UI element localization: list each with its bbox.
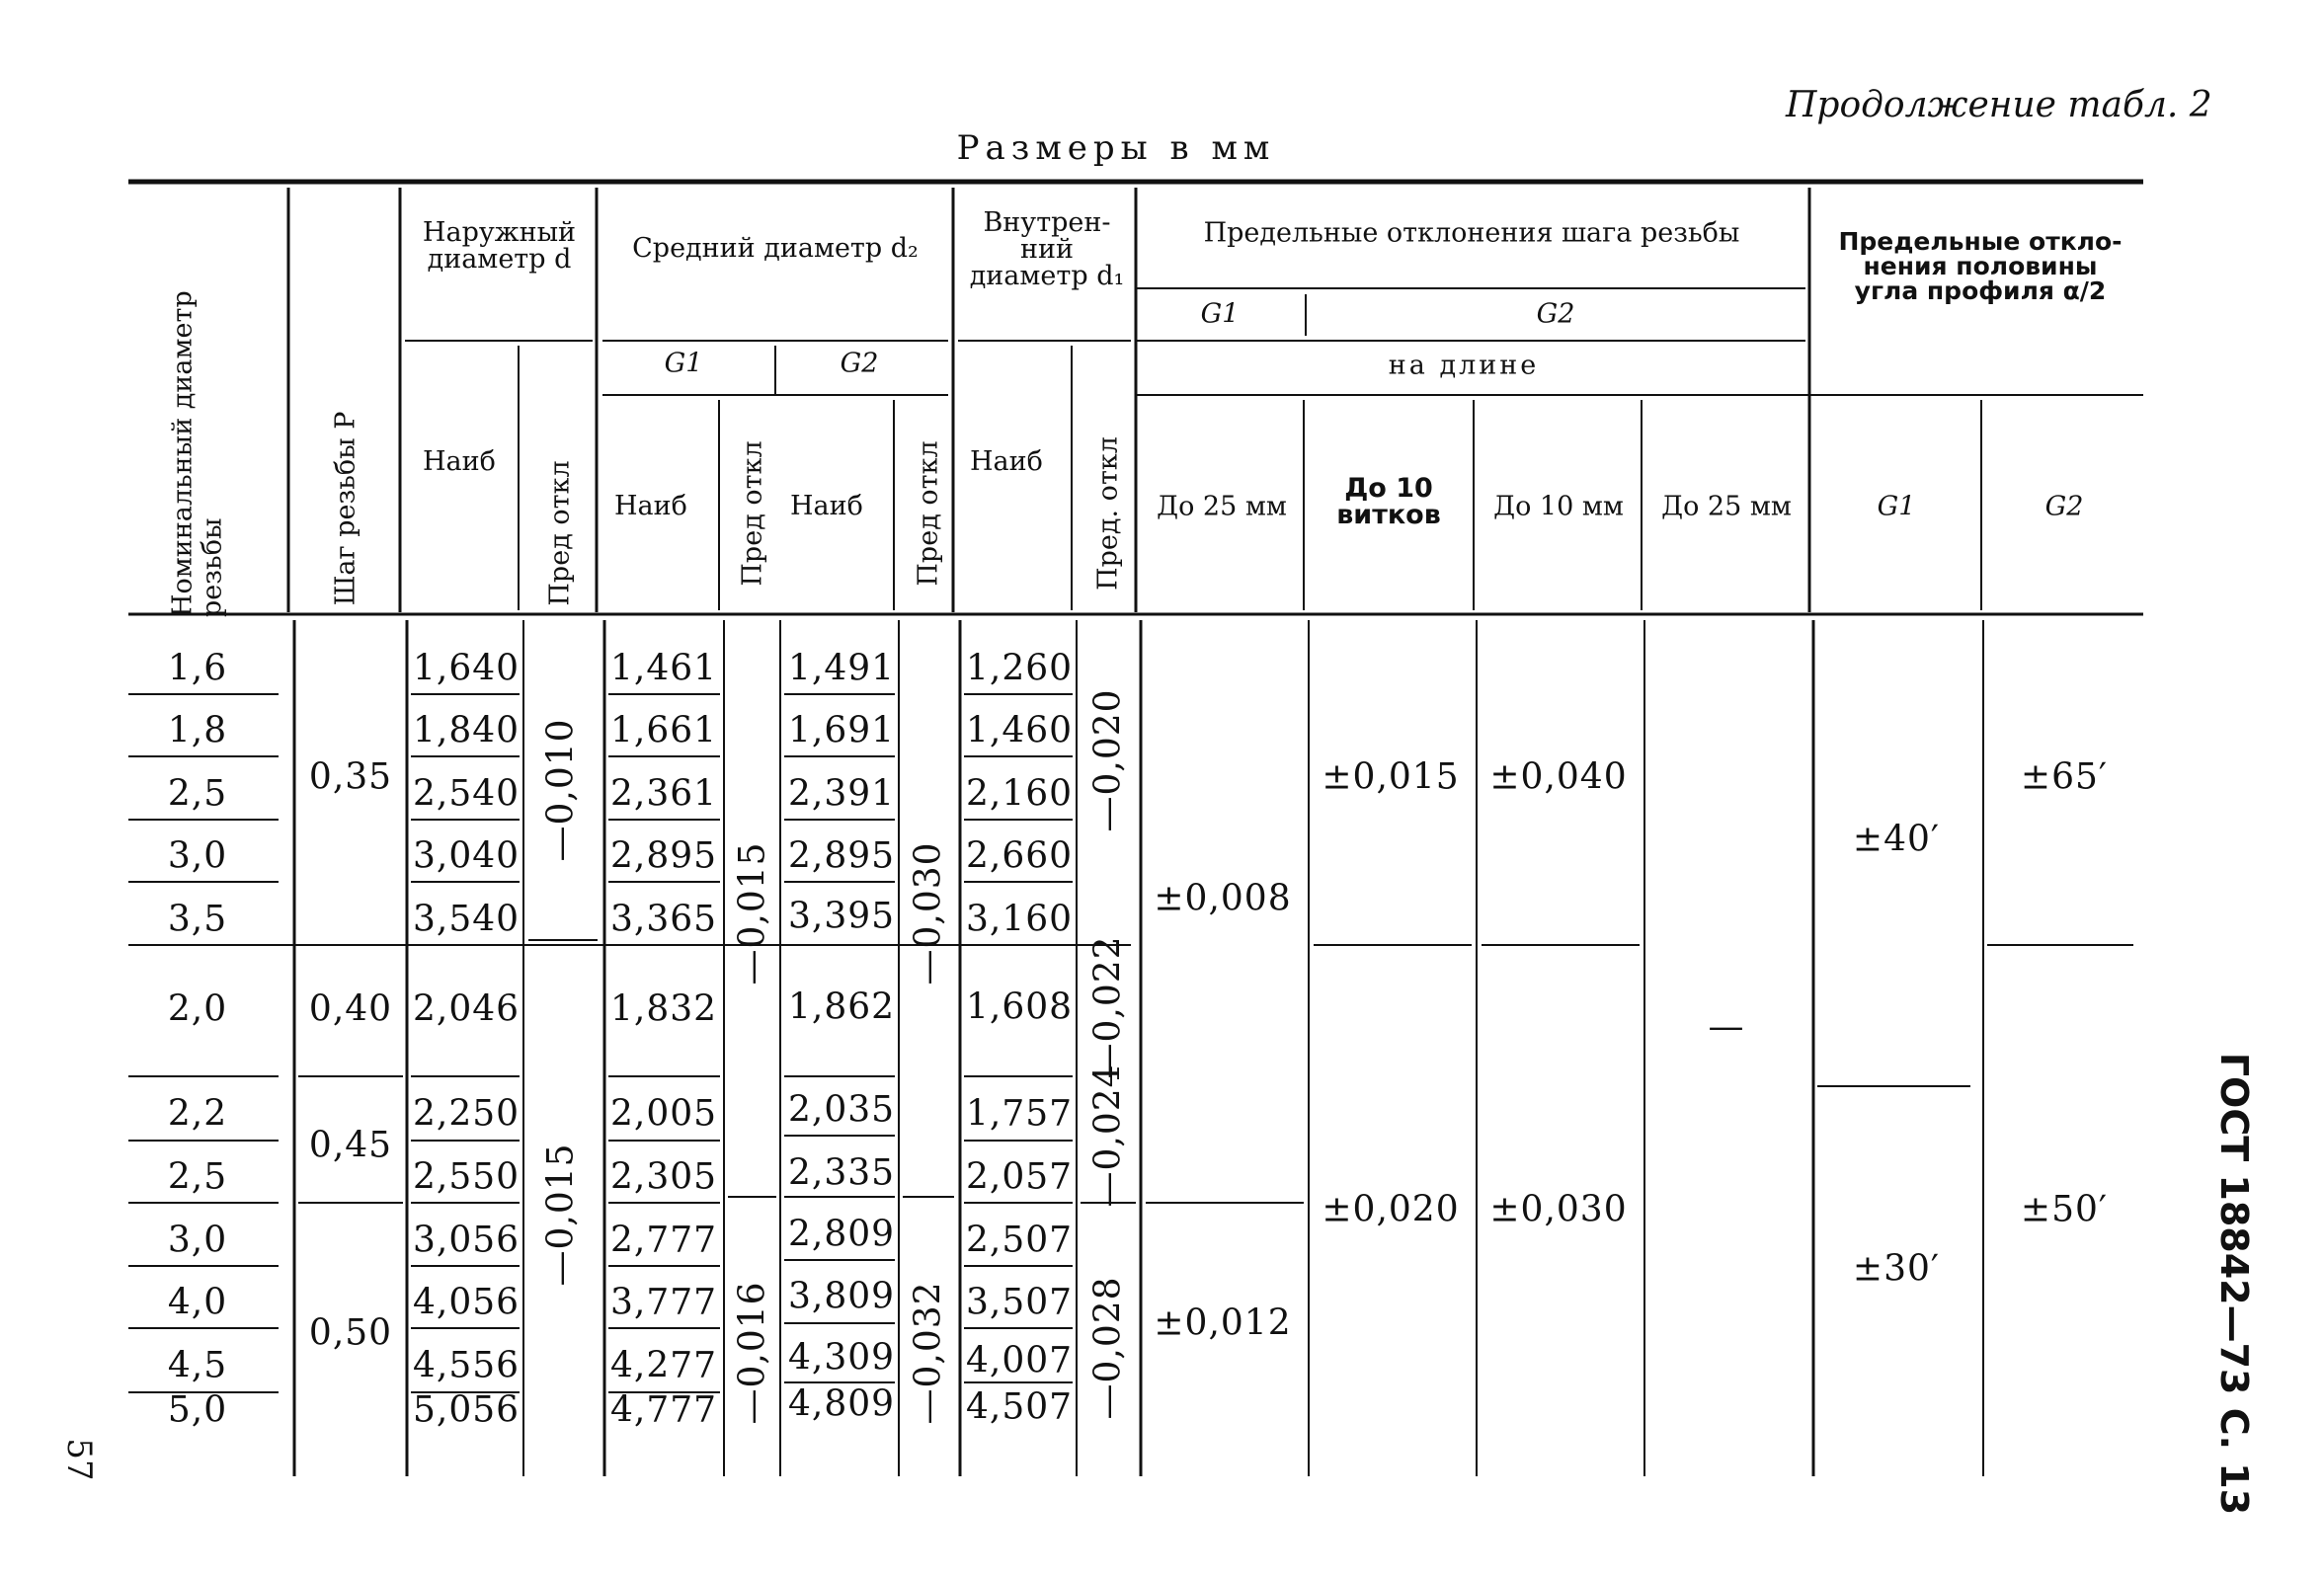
inner-cell: 4,007 bbox=[965, 1340, 1074, 1381]
header-pitch: Шаг резьбы P bbox=[330, 411, 361, 606]
outer-cell: 4,556 bbox=[412, 1345, 521, 1386]
mean-g1-cell: 2,895 bbox=[609, 835, 718, 877]
inner-cell: 1,460 bbox=[965, 710, 1074, 751]
standard-label: ГОСТ 18842—73 С. 13 bbox=[2212, 1052, 2256, 1516]
half-angle-g2: G2 bbox=[2044, 491, 2084, 522]
mean-g1-tolerance: —0,016 bbox=[732, 1281, 773, 1425]
pitch-dev-g1-value: ±0,008 bbox=[1154, 878, 1292, 919]
pitch-cell: 0,35 bbox=[308, 756, 393, 798]
outer-cell: 2,540 bbox=[412, 773, 521, 815]
pitch-dev-g2-10-turns: До 10 витков bbox=[1336, 473, 1441, 530]
inner-cell: 2,160 bbox=[965, 773, 1074, 815]
pitch-dev-g2-25mm-value: — bbox=[1708, 1006, 1745, 1048]
nominal-cell: 2,5 bbox=[167, 773, 228, 815]
mean-g1-cell: 1,832 bbox=[609, 988, 718, 1030]
pitch-dev-g2-10mm-value: ±0,040 bbox=[1489, 756, 1628, 798]
outer-cell: 1,840 bbox=[412, 710, 521, 751]
half-angle-g1: G1 bbox=[1877, 491, 1916, 522]
outer-cell: 5,056 bbox=[412, 1389, 521, 1431]
nominal-cell: 3,0 bbox=[167, 835, 228, 877]
inner-tolerance: —0,022 bbox=[1087, 935, 1129, 1079]
mean-g2-tolerance: —0,030 bbox=[908, 841, 949, 986]
mean-g1-cell: 2,305 bbox=[609, 1156, 718, 1198]
inner-cell: 2,057 bbox=[965, 1156, 1074, 1198]
outer-cell: 3,040 bbox=[412, 835, 521, 877]
continuation-label: Продолжение табл. 2 bbox=[1786, 85, 2212, 125]
mean-g2-naib: Наиб bbox=[790, 491, 863, 521]
pitch-cell: 0,40 bbox=[308, 988, 393, 1030]
mean-g2-cell: 2,035 bbox=[787, 1089, 896, 1131]
mean-g1-pred-otkl: Пред откл bbox=[737, 440, 768, 587]
nominal-cell: 2,2 bbox=[167, 1093, 228, 1135]
inner-cell: 2,507 bbox=[965, 1220, 1074, 1261]
pitch-cell: 0,50 bbox=[308, 1312, 393, 1354]
nominal-cell: 4,5 bbox=[167, 1345, 228, 1386]
mean-g2-cell: 3,809 bbox=[787, 1276, 896, 1317]
inner-cell: 1,757 bbox=[965, 1093, 1074, 1135]
nominal-cell: 1,8 bbox=[167, 710, 228, 751]
pitch-dev-g2-10mm-value: ±0,030 bbox=[1489, 1189, 1628, 1230]
mean-g2-cell: 2,335 bbox=[787, 1152, 896, 1194]
mean-g1-cell: 3,365 bbox=[609, 899, 718, 940]
mean-g2-cell: 1,691 bbox=[787, 710, 896, 751]
inner-cell: 3,507 bbox=[965, 1282, 1074, 1323]
mean-g2-label: G2 bbox=[840, 348, 879, 379]
outer-cell: 3,540 bbox=[412, 899, 521, 940]
mean-g1-cell: 4,777 bbox=[609, 1389, 718, 1431]
mean-g1-cell: 2,361 bbox=[609, 773, 718, 815]
inner-cell: 4,507 bbox=[965, 1386, 1074, 1428]
inner-tolerance: —0,028 bbox=[1087, 1276, 1129, 1420]
outer-pred-otkl: Пред откл bbox=[544, 460, 576, 606]
inner-cell: 1,608 bbox=[965, 986, 1074, 1028]
inner-cell: 2,660 bbox=[965, 835, 1074, 877]
mean-g2-cell: 1,491 bbox=[787, 648, 896, 689]
header-half-angle: Предельные откло-нения половины угла профиля α/2 bbox=[1838, 227, 2123, 305]
outer-naib: Наиб bbox=[423, 446, 496, 477]
pitch-dev-g2-10mm: До 10 мм bbox=[1493, 491, 1624, 522]
half-angle-g2-value: ±50′ bbox=[2020, 1189, 2109, 1230]
mean-g2-cell: 4,309 bbox=[787, 1337, 896, 1379]
outer-cell: 3,056 bbox=[412, 1220, 521, 1261]
page-number: 57 bbox=[59, 1438, 99, 1481]
mean-g1-cell: 2,005 bbox=[609, 1093, 718, 1135]
pitch-dev-g1: G1 bbox=[1200, 298, 1240, 330]
mean-g2-tolerance: —0,032 bbox=[908, 1281, 949, 1425]
outer-cell: 4,056 bbox=[412, 1282, 521, 1323]
mean-g2-cell: 3,395 bbox=[787, 896, 896, 937]
mean-g2-cell: 2,895 bbox=[787, 835, 896, 877]
nominal-cell: 5,0 bbox=[167, 1389, 228, 1431]
pitch-dev-g1-value: ±0,012 bbox=[1154, 1302, 1292, 1344]
header-pitch-deviation: Предельные отклонения шага резьбы bbox=[1203, 217, 1740, 249]
inner-naib: Наиб bbox=[970, 446, 1043, 477]
mean-g1-cell: 1,661 bbox=[609, 710, 718, 751]
pitch-dev-g1-25mm: До 25 мм bbox=[1157, 491, 1287, 522]
pitch-dev-g2-turns-value: ±0,020 bbox=[1322, 1189, 1460, 1230]
mean-g2-cell: 2,391 bbox=[787, 773, 896, 815]
nominal-cell: 2,5 bbox=[167, 1156, 228, 1198]
nominal-cell: 1,6 bbox=[167, 648, 228, 689]
header-mean-diameter: Средний диаметр d₂ bbox=[632, 233, 919, 264]
mean-g2-cell: 1,862 bbox=[787, 986, 896, 1028]
nominal-cell: 3,0 bbox=[167, 1220, 228, 1261]
mean-g1-label: G1 bbox=[664, 348, 703, 379]
pitch-dev-on-length: на длине bbox=[1388, 350, 1540, 381]
mean-g1-naib: Наиб bbox=[614, 491, 687, 521]
header-nominal-diameter: Номинальный диаметр резьбы bbox=[167, 290, 227, 617]
mean-g2-cell: 2,809 bbox=[787, 1214, 896, 1255]
mean-g1-cell: 1,461 bbox=[609, 648, 718, 689]
units-note: Размеры в мм bbox=[956, 128, 1276, 168]
mean-g1-cell: 4,277 bbox=[609, 1345, 718, 1386]
half-angle-g1-value: ±40′ bbox=[1852, 819, 1941, 860]
nominal-cell: 3,5 bbox=[167, 899, 228, 940]
mean-g1-cell: 3,777 bbox=[609, 1282, 718, 1323]
inner-tolerance: —0,024 bbox=[1087, 1064, 1129, 1208]
outer-tolerance: —0,010 bbox=[540, 718, 582, 862]
header-outer-diameter: Наружный диаметр d bbox=[422, 217, 577, 275]
inner-pred-otkl: Пред. откл bbox=[1092, 436, 1124, 591]
header-inner-diameter: Внутрен-ний диаметр d₁ bbox=[969, 207, 1125, 291]
inner-tolerance: —0,020 bbox=[1087, 688, 1129, 832]
mean-g1-cell: 2,777 bbox=[609, 1220, 718, 1261]
pitch-dev-g2-25mm: До 25 мм bbox=[1661, 491, 1792, 522]
outer-cell: 2,250 bbox=[412, 1093, 521, 1135]
inner-cell: 1,260 bbox=[965, 648, 1074, 689]
outer-cell: 1,640 bbox=[412, 648, 521, 689]
outer-cell: 2,046 bbox=[412, 988, 521, 1030]
mean-g2-pred-otkl: Пред откл bbox=[913, 440, 944, 587]
nominal-cell: 2,0 bbox=[167, 988, 228, 1030]
mean-g2-cell: 4,809 bbox=[787, 1383, 896, 1425]
half-angle-g2-value: ±65′ bbox=[2020, 756, 2109, 798]
pitch-cell: 0,45 bbox=[308, 1125, 393, 1166]
nominal-cell: 4,0 bbox=[167, 1282, 228, 1323]
half-angle-g1-value: ±30′ bbox=[1852, 1248, 1941, 1290]
pitch-dev-g2-turns-value: ±0,015 bbox=[1322, 756, 1460, 798]
inner-cell: 3,160 bbox=[965, 899, 1074, 940]
pitch-dev-g2: G2 bbox=[1536, 298, 1575, 330]
outer-cell: 2,550 bbox=[412, 1156, 521, 1198]
mean-g1-tolerance: —0,015 bbox=[732, 841, 773, 986]
outer-tolerance: —0,015 bbox=[540, 1143, 582, 1287]
